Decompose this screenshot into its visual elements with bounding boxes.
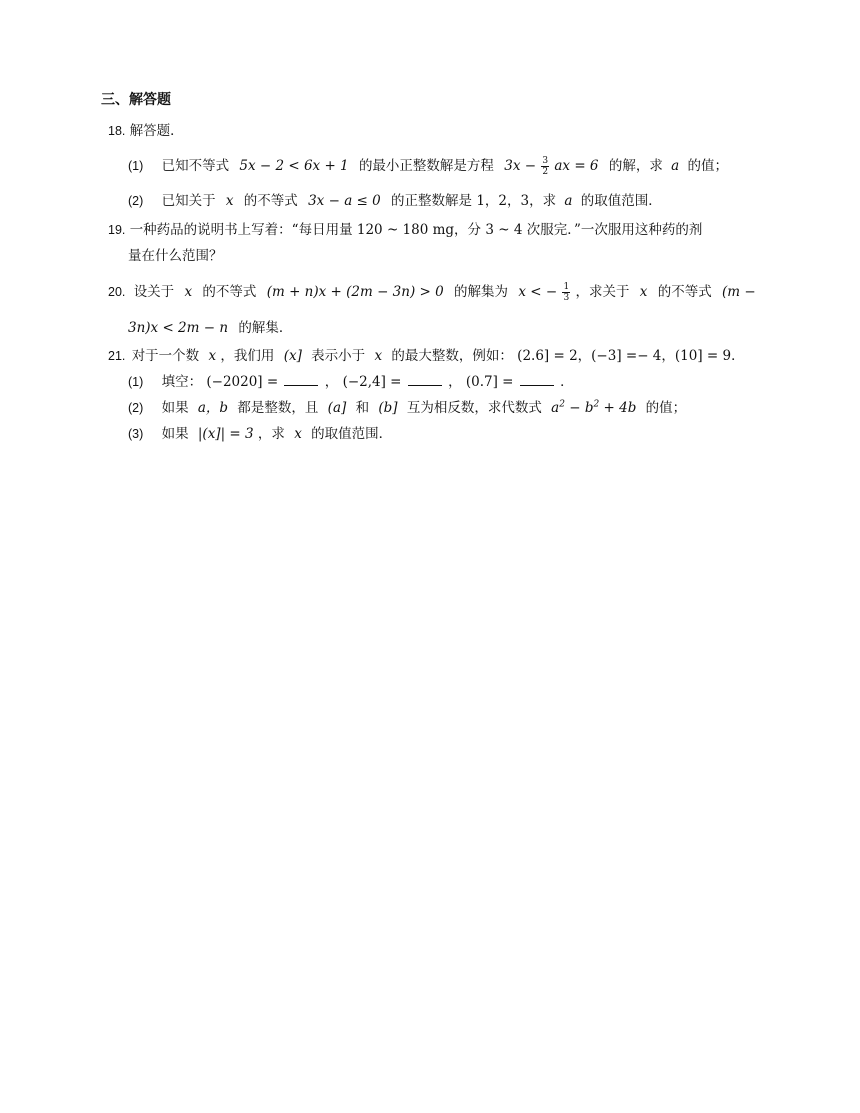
answer-blank[interactable] [520,373,554,386]
math-variable: a [564,193,573,209]
math-variable: x [208,348,217,364]
question-text: 的不等式 [202,284,257,300]
question-text: 的解集． [238,320,293,336]
math-expression: 5x − 2 < 6x + 1 [239,158,349,174]
part-text: 已知不等式 [161,158,230,174]
part-label: (2) [128,401,144,415]
question-text: ，我们用 [220,348,275,364]
fraction [562,282,570,303]
part-text: 如果 [161,426,189,442]
question-text: 的不等式 [657,284,712,300]
fraction [541,156,549,177]
answer-blank[interactable] [408,373,442,386]
math-expression: 3x − [504,158,537,174]
math-term: − b [564,400,594,416]
math-expression: 3n)x < 2m − n [128,320,229,336]
math-exponent: 2 [593,399,600,410]
question-number: 18. [108,124,126,138]
math-expression: |(x]| = 3 [197,426,254,442]
separator: ． [560,374,574,390]
math-term: + 4b [599,400,637,416]
math-expression: (−2020] = [206,374,279,390]
question-text: 解答题． [129,123,184,139]
math-examples: (2.6] = 2，(−3] =− 4，(10] = 9． [517,348,745,364]
part-text: 的最小正整数解是方程 [358,158,494,174]
part-text: 都是整数，且 [237,400,319,416]
question-text: 设关于 [133,284,175,300]
math-expression: 3x − a ≤ 0 [308,193,381,209]
question-19-line-1 [108,218,702,238]
math-variable: x [225,193,234,209]
question-21-part-1 [128,370,574,390]
question-18-part-1 [128,154,728,177]
fraction-denominator: 3 [563,293,570,303]
fraction-denominator: 2 [542,167,549,177]
part-text: 填空： [161,374,203,390]
question-text: 的解集为 [454,284,509,300]
question-text: 的最大整数，例如： [391,348,513,364]
separator: ， [448,374,462,390]
fraction-numerator: 3 [542,156,549,166]
math-expression: x < − [518,284,558,300]
math-symbol: (a] [327,400,347,416]
math-expression: ax = 6 [554,158,599,174]
fraction-numerator: 1 [563,282,570,292]
part-text: 已知关于 [161,193,216,209]
math-variable: x [639,284,648,300]
question-text: 表示小于 [311,348,366,364]
question-20-line-1 [108,280,756,303]
math-expression: (m − [722,284,756,300]
question-text: ，求关于 [575,284,630,300]
part-text: 的不等式 [243,193,298,209]
math-variable: a [671,158,680,174]
part-text: ，求 [257,426,285,442]
part-label: (1) [128,159,144,173]
question-21-stem [108,344,745,364]
part-text: 和 [355,400,370,416]
question-21-part-3 [128,422,392,442]
part-label: (1) [128,375,144,389]
math-expression: (−2,4] = [342,374,402,390]
math-expression: (0.7] = [465,374,514,390]
math-symbol: (x] [283,348,302,364]
part-text: 的解，求 [608,158,663,174]
section-title: 三、解答题 [101,92,171,108]
math-symbol: (b] [378,400,398,416]
part-text: 如果 [161,400,189,416]
math-variable: x [374,348,383,364]
part-text: 的取值范围． [311,426,393,442]
math-term: a [551,400,560,416]
question-text: 对于一个数 [131,348,200,364]
question-21-part-2 [128,396,686,416]
question-number: 19. [108,223,126,237]
part-text: 的值； [645,400,687,416]
part-label: (2) [128,194,144,208]
math-variable: x [184,284,193,300]
part-text: 的取值范围． [580,193,662,209]
part-label: (3) [128,427,144,441]
question-19-line-2: 量在什么范围？ [128,248,223,264]
question-number: 20. [108,285,126,299]
part-text: 的正整数解是 1，2，3，求 [391,193,557,209]
separator: ， [324,374,339,390]
question-text: 一种药品的说明书上写着：“每日用量 120 ~ 180 mg，分 3 ~ 4 次服完．”一次服用这种药的剂 [129,222,703,238]
question-18-part-2 [128,189,662,209]
math-expression: (m + n)x + (2m − 3n) > 0 [266,284,444,300]
part-text: 互为相反数，求代数式 [406,400,542,416]
math-expression [551,400,636,416]
question-20-line-2 [128,316,292,336]
question-18-stem [108,119,184,139]
math-exponent: 2 [559,399,565,410]
answer-blank[interactable] [284,373,318,386]
question-number: 21. [108,349,126,363]
math-variable: x [294,426,302,442]
math-variables: a，b [197,400,229,416]
part-text: 的值； [687,158,728,174]
